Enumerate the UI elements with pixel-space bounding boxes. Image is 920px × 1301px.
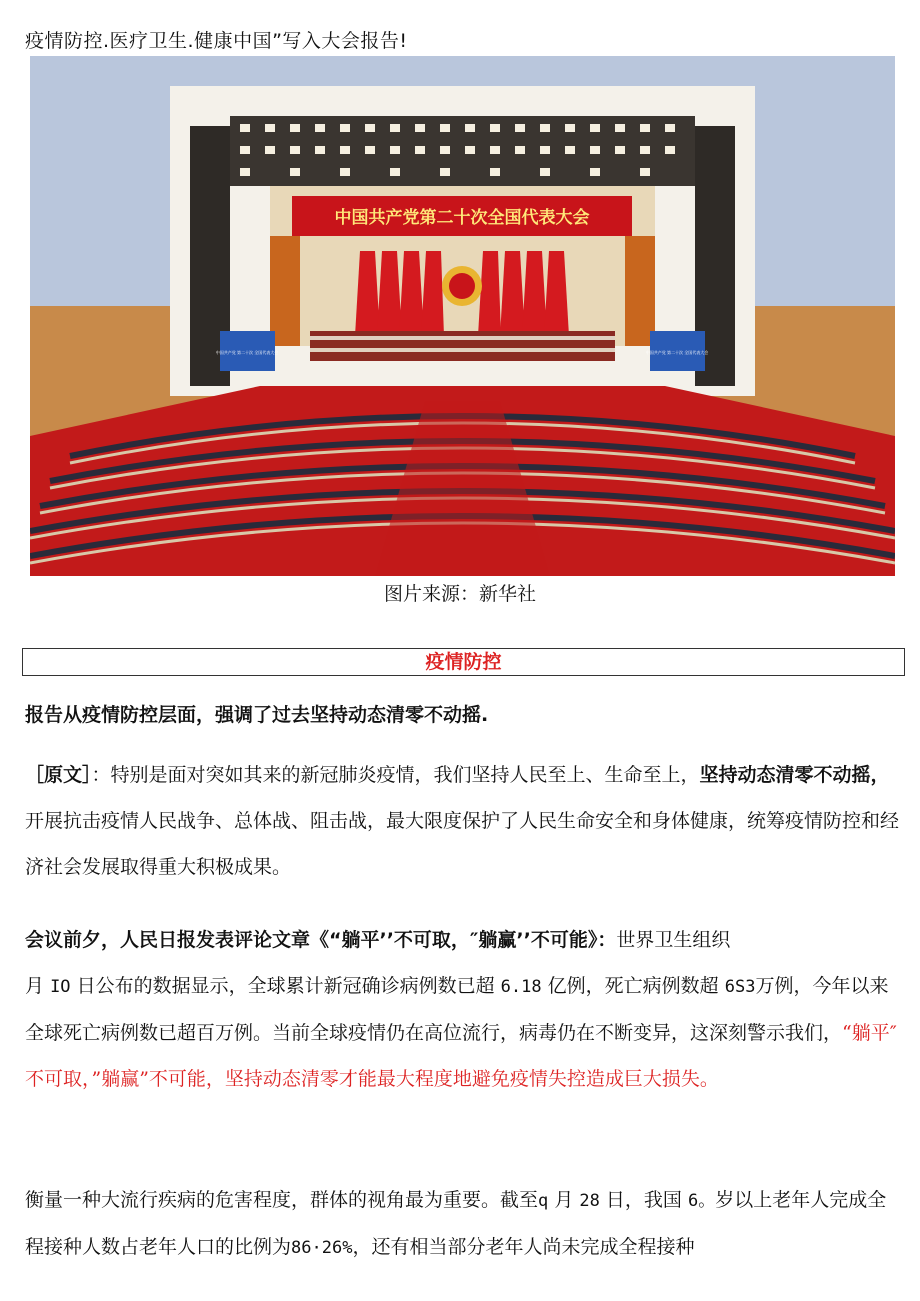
number-run: 6。 (687, 1191, 716, 1211)
number-run: 6.18 (500, 977, 542, 997)
congress-hall-photo (30, 56, 895, 576)
text-run: 月 (554, 1189, 574, 1211)
commentary-title: 会议前夕，人民日报发表评论文章《“躺平’’不可取，″躺赢’’不可能》： (25, 929, 617, 951)
original-text-emphasis: 坚持动态清零不动摇， (699, 764, 890, 786)
original-text-label: ［原文］ (25, 764, 92, 786)
number-run: 6S3 (724, 977, 756, 997)
text-run: 日公布的数据显示，全球累计新冠确诊病例数已超 (76, 975, 495, 997)
text-run: 日，我国 (605, 1189, 682, 1211)
commentary-text: 世界卫生组织 (616, 929, 731, 951)
stage-banner-text: 中国共产党第二十次全国代表大会 (334, 208, 590, 228)
right-screen-text: 中国共产党 第二十次 全国代表大会 (645, 350, 709, 355)
photo-caption: 图片来源：新华社 (383, 583, 536, 605)
paragraph-commentary (25, 917, 905, 1102)
number-run: q (538, 1191, 549, 1211)
text-run: 岁以上老年人完成全程接种人数占老年人口的比例为 (25, 1189, 887, 1258)
text-run: 万例，今年以来全球死亡病例数已超百万例。当前全球疫情仍在高位流行，病毒仍在不断变异，这深刻警示我们， (25, 975, 889, 1044)
number-run: IO (50, 977, 71, 997)
original-text-part: ：特别是面对突如其来的新冠肺炎疫情，我们坚持人民至上、生命至上， (91, 764, 700, 786)
text-run: ，还有相当部分老年人尚未完成全程接种 (352, 1236, 695, 1258)
paragraph-original-text (25, 752, 905, 890)
text-run: 衡量一种大流行疾病的危害程度，群体的视角最为重要。截至 (25, 1189, 539, 1211)
commentary-highlight: “躺平″不可取，”躺赢”不可能，坚持动态清零才能最大程度地避免疫情失控造成巨大损失。 (25, 1022, 897, 1090)
number-run: 86·26% (291, 1238, 353, 1258)
left-screen-text: 中国共产党 第二十次 全国代表大会 (215, 350, 279, 355)
paragraph-vaccination (25, 1177, 905, 1271)
number-run: 28 (579, 1191, 600, 1211)
header-line: 疫情防控.医疗卫生.健康中国”写入大会报告! (25, 30, 408, 52)
section-title: 疫情防控 (22, 648, 905, 676)
text-run: 月 (25, 975, 45, 997)
original-text-rest: 开展抗击疫情人民战争、总体战、阻击战，最大限度保护了人民生命安全和身体健康，统筹疫情防控和经济社会发展取得重大积极成果。 (25, 810, 900, 878)
text-run: 亿例，死亡病例数超 (547, 975, 719, 997)
paragraph-intro: 报告从疫情防控层面，强调了过去坚持动态清零不动摇. (25, 704, 489, 726)
